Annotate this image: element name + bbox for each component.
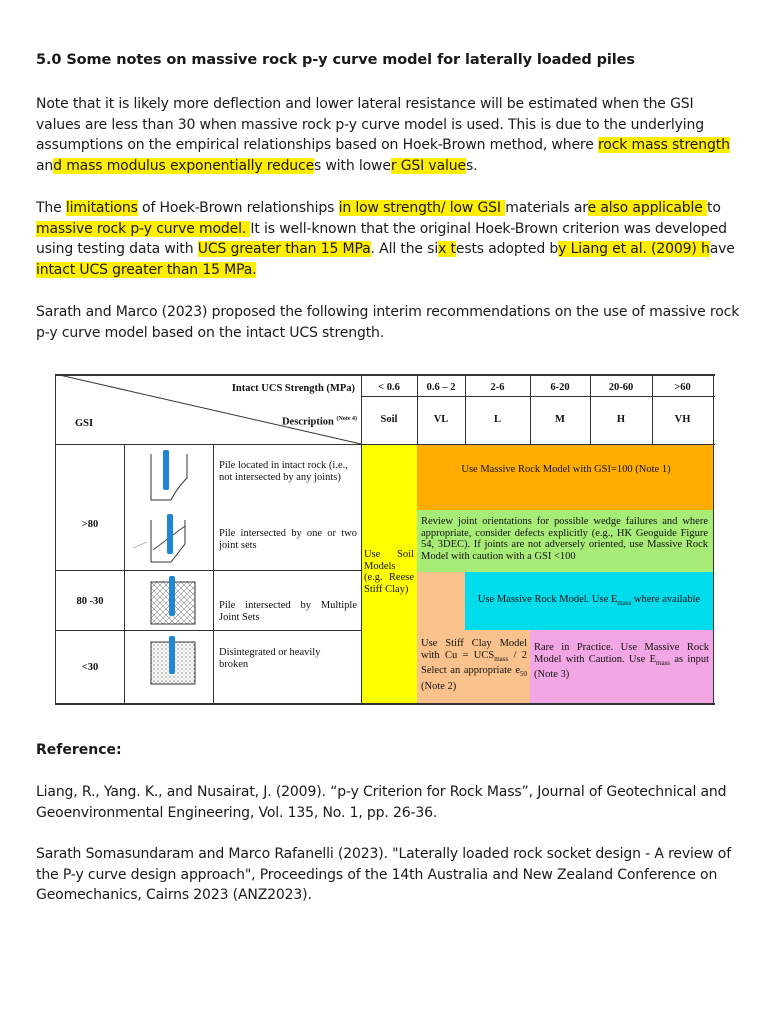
- paragraph-gsi-note: [36, 94, 740, 176]
- strength-description-header: Soil: [380, 414, 398, 425]
- pile-description: Pile intersected by Multiple Joint Sets: [219, 600, 357, 623]
- text-run: to: [707, 200, 721, 216]
- grid-line: [55, 570, 361, 571]
- ucs-range-header: 20-60: [608, 382, 634, 393]
- highlighted-text: d mass modulus exponentially reduce: [53, 157, 315, 174]
- strength-description-header: VH: [674, 414, 691, 425]
- ucs-range-header: >60: [674, 382, 691, 393]
- pile-description: Pile located in intact rock (i.e., not intersected by any joints): [219, 460, 348, 483]
- pile-multiple-joints-icon: [145, 576, 205, 628]
- peach-region: [417, 572, 465, 630]
- soil-model-text: Use Soil Models (e.g. Reese Stiff Clay): [364, 549, 414, 595]
- section-heading: 5.0 Some notes on massive rock p-y curve model for laterally loaded piles: [36, 52, 635, 68]
- gsi-row-label: >80: [81, 519, 99, 530]
- text-run: . All the si: [370, 241, 439, 257]
- header-ucs: Intact UCS Strength (MPa): [231, 383, 355, 394]
- grid-line: [713, 374, 714, 704]
- pile-intact-rock-icon: [145, 450, 195, 506]
- text-run: ests adopted b: [455, 241, 559, 257]
- pile-broken-rock-icon: [145, 636, 205, 688]
- text-run: of Hoek-Brown relationships: [137, 200, 339, 216]
- text-run: ave: [709, 241, 735, 257]
- highlighted-text: y Liang et al. (2009) h: [558, 241, 710, 257]
- paragraph-limitations: [36, 198, 740, 280]
- strength-description-header: L: [493, 414, 501, 425]
- ucs-range-header: < 0.6: [378, 382, 400, 393]
- text-run: s.: [465, 157, 478, 174]
- text-run: The: [36, 200, 66, 216]
- text-run: Note that it is likely more deflection and lower lateral resistance will be estimated when the GSI values are less than 30 when massive rock p-y curve model is used. This is due to the underlying assumptions on the empirical relationships based on Hoek-Brown method, where: [36, 96, 704, 153]
- gsi-row-label: <30: [81, 662, 99, 673]
- reference-sarath-2023: Sarath Somasundaram and Marco Rafanelli (2023). "Laterally loaded rock socket design - A review of the P-y curve design approach", Proceedings of the 14th Australia and New Zealand Conference on Geomechanics, Cairns 2023 (ANZ2023).: [36, 846, 731, 903]
- highlighted-text: e also applicable: [587, 200, 707, 216]
- text-run: It is well-known that the original Hoek-Brown criterion was developed using testing data with: [36, 220, 727, 257]
- reference-heading: Reference:: [36, 742, 122, 758]
- highlighted-text: x t: [438, 241, 456, 257]
- gsi-row-label: 80 -30: [76, 596, 104, 607]
- strength-description-header: M: [555, 414, 565, 425]
- text-run: an: [36, 157, 54, 174]
- strength-description-header: H: [616, 414, 626, 425]
- massive-emass-text: Use Massive Rock Model. Use $E_{mass}$ where available: [477, 594, 701, 608]
- highlighted-text: rock mass strength: [598, 137, 730, 153]
- text-run: s with lowe: [314, 157, 391, 174]
- stiff-clay-text: Use Stiff Clay Model with $Cu = UCS_{mass} / 2$ Select an appropriate $e_{50}$ (Note 2): [421, 638, 527, 692]
- highlighted-text: in low strength/ low GSI: [338, 200, 506, 216]
- reference-liang-2009: Liang, R., Yang. K., and Nusairat, J. (2009). “p-y Criterion for Rock Mass”, Journal of Geotechnical and Geoenvironmental Engineering, Vol. 135, No. 1, pp. 26-36.: [36, 784, 727, 821]
- highlighted-text: limitations: [65, 200, 138, 216]
- ucs-range-header: 6-20: [550, 382, 570, 393]
- ucs-range-header: 2-6: [490, 382, 505, 393]
- grid-line: [55, 703, 715, 705]
- header-description: Description $^{(Note 4)}$: [281, 416, 357, 428]
- rare-practice-text: Rare in Practice. Use Massive Rock Model with Caution. Use $E_{mass}$ as input (Note 3): [534, 642, 709, 681]
- highlighted-text: massive rock p-y curve model.: [36, 220, 251, 237]
- pile-joint-sets-icon: [129, 514, 209, 568]
- highlighted-text: UCS greater than 15 MPa: [197, 241, 371, 257]
- ucs-range-header: 0.6 – 2: [426, 382, 456, 393]
- pile-description: Disintegrated or heavily broken: [219, 647, 321, 670]
- massive-gsi100-region: [417, 444, 713, 510]
- grid-line: [55, 630, 361, 631]
- review-joint-text: Review joint orientations for possible wedge failures and where appropriate, consider defects explicitly (e.g., HK Geoguide Figure 54, 3DEC). If joints are not adversely oriented, use Massive Rock Model with caution with a GSI <100: [421, 516, 708, 562]
- recommendation-table: [55, 374, 717, 709]
- highlighted-text: r GSI value: [390, 157, 466, 174]
- massive-gsi100-text: Use Massive Rock Model with GSI=100 (Note 1): [461, 464, 671, 475]
- grid-line: [213, 444, 214, 704]
- header-gsi: GSI: [75, 418, 94, 429]
- text-run: materials ar: [505, 200, 588, 216]
- highlighted-text: intact UCS greater than 15 MPa.: [36, 261, 257, 278]
- paragraph-recommendations: Sarath and Marco (2023) proposed the following interim recommendations on the use of massive rock p-y curve model based on the intact UCS strength.: [36, 304, 740, 341]
- pile-description: Pile intersected by one or two joint sets: [219, 528, 357, 551]
- strength-description-header: VL: [433, 414, 449, 425]
- grid-line: [361, 396, 715, 397]
